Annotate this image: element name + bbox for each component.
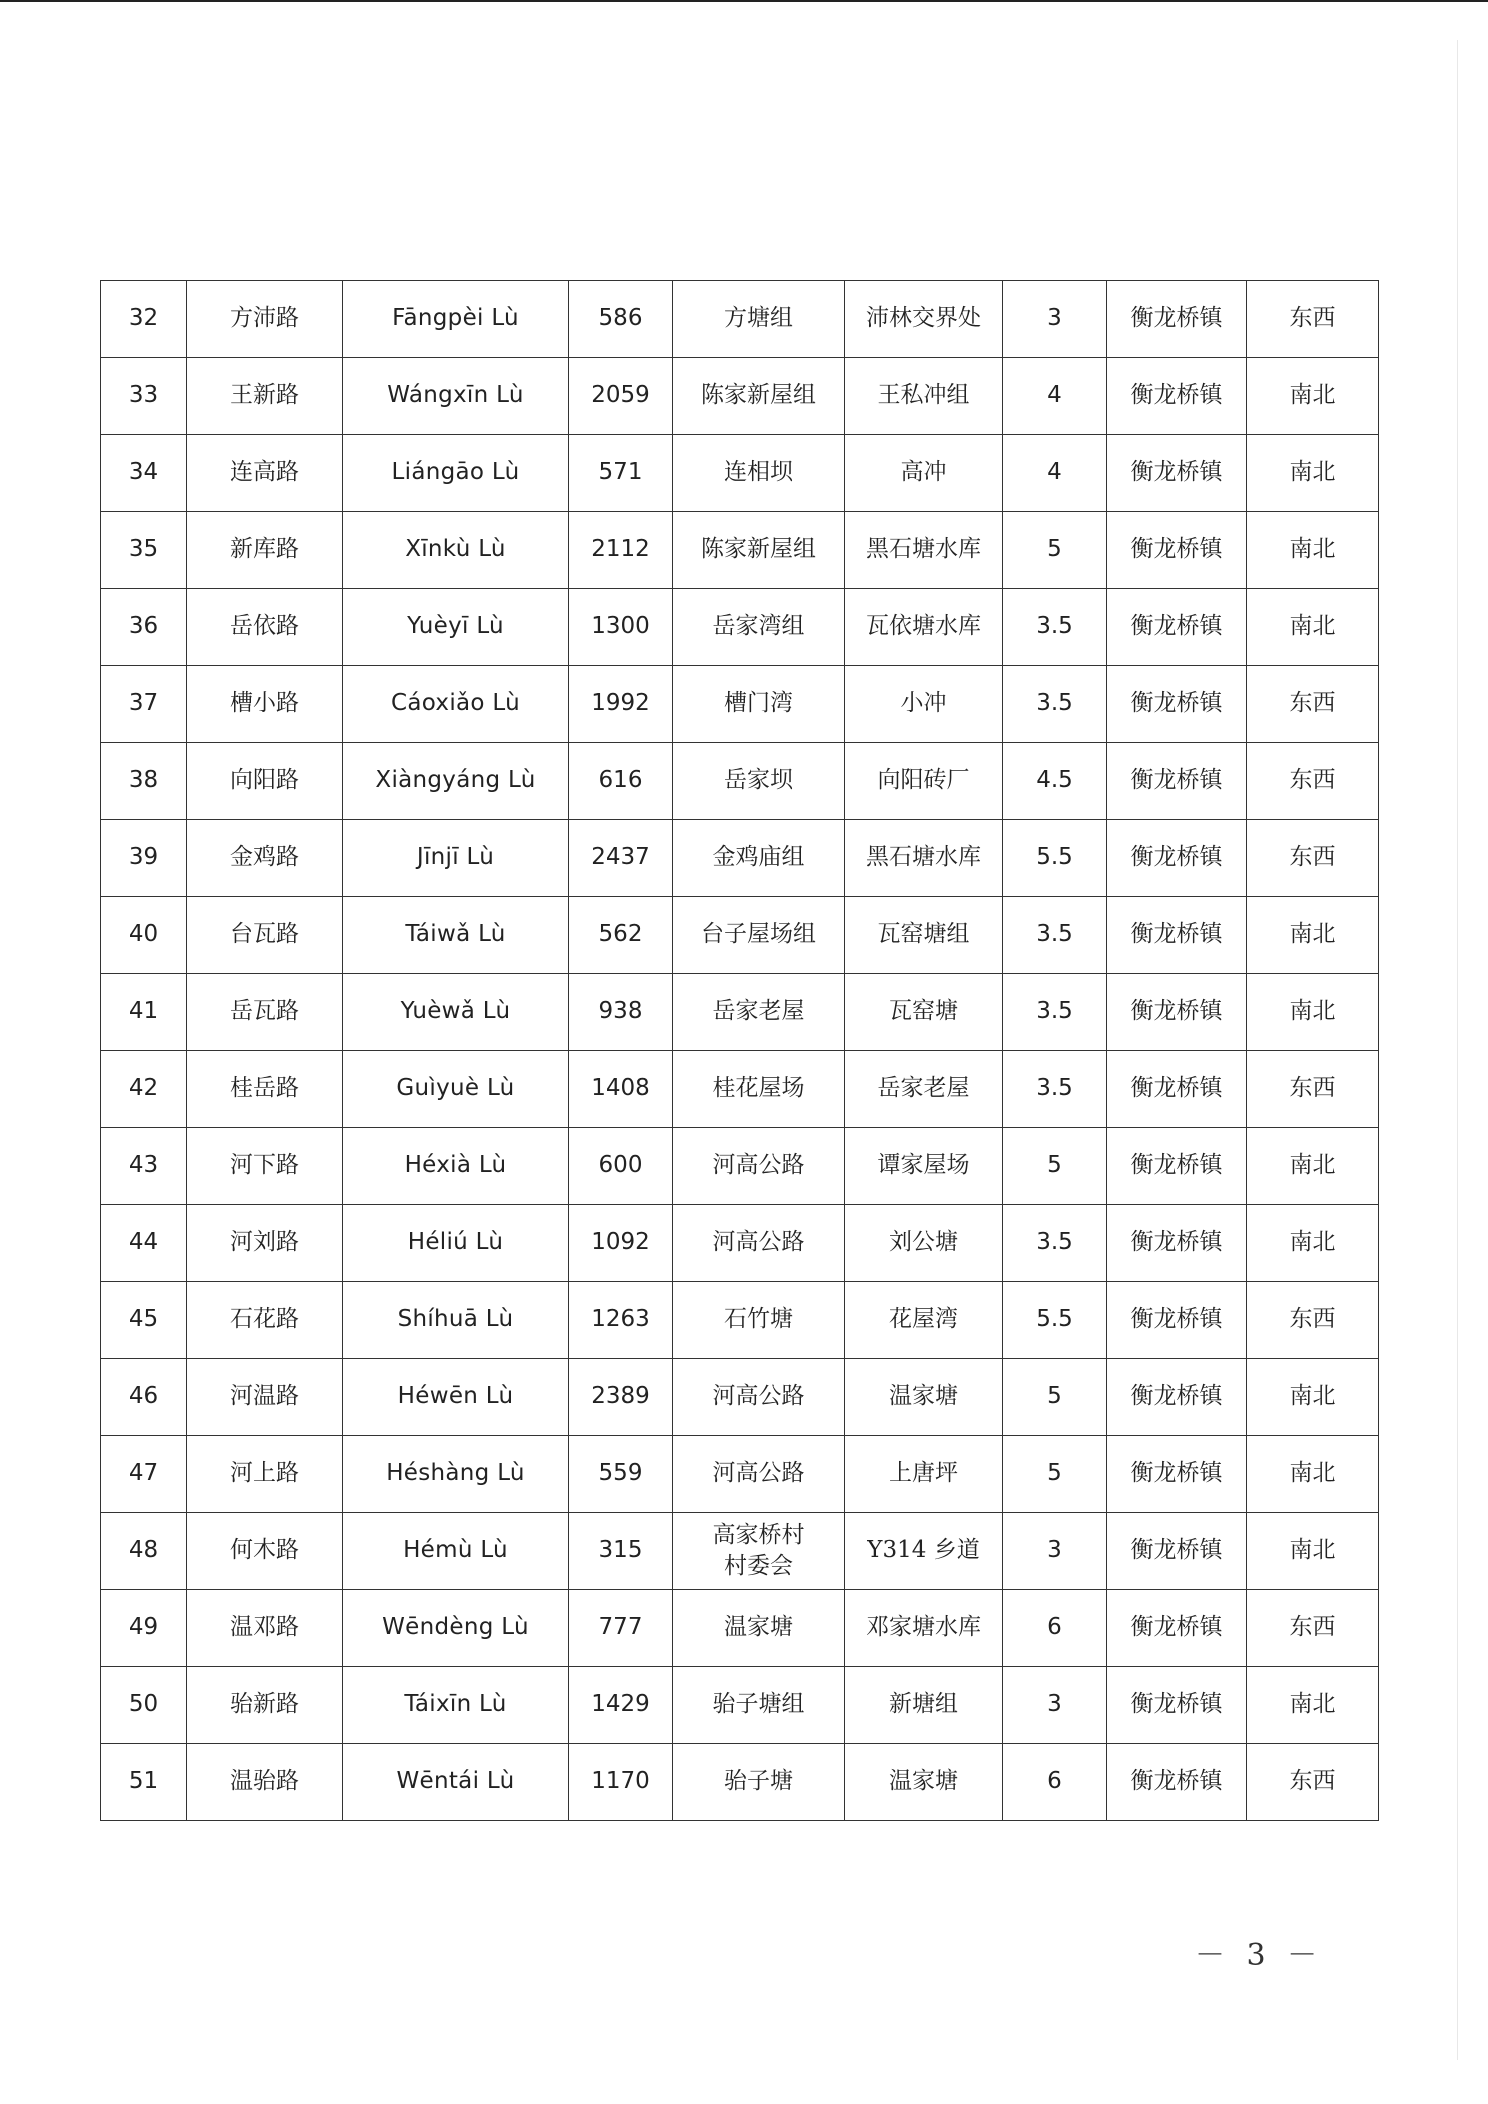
start-point-cell: 陈家新屋组 xyxy=(673,358,845,435)
direction-cell: 东西 xyxy=(1247,1051,1379,1128)
direction-cell: 东西 xyxy=(1247,666,1379,743)
town-cell: 衡龙桥镇 xyxy=(1107,1667,1247,1744)
road-width-cell: 3.5 xyxy=(1003,1205,1107,1282)
road-pinyin-cell: Hémù Lù xyxy=(343,1513,569,1590)
row-number-cell: 39 xyxy=(101,820,187,897)
direction-cell: 南北 xyxy=(1247,512,1379,589)
row-number-cell: 32 xyxy=(101,281,187,358)
end-point-cell: 瓦依塘水库 xyxy=(845,589,1003,666)
town-cell: 衡龙桥镇 xyxy=(1107,1436,1247,1513)
row-number-cell: 37 xyxy=(101,666,187,743)
direction-cell: 东西 xyxy=(1247,1744,1379,1821)
town-cell: 衡龙桥镇 xyxy=(1107,1282,1247,1359)
town-cell: 衡龙桥镇 xyxy=(1107,1744,1247,1821)
end-point-cell: 邓家塘水库 xyxy=(845,1590,1003,1667)
end-point-cell: 王私冲组 xyxy=(845,358,1003,435)
town-cell: 衡龙桥镇 xyxy=(1107,435,1247,512)
town-cell: 衡龙桥镇 xyxy=(1107,1359,1247,1436)
end-point-cell: 温家塘 xyxy=(845,1744,1003,1821)
road-width-cell: 6 xyxy=(1003,1744,1107,1821)
road-width-cell: 3.5 xyxy=(1003,666,1107,743)
end-point-cell: Y314 乡道 xyxy=(845,1513,1003,1590)
start-point-cell: 岳家湾组 xyxy=(673,589,845,666)
road-pinyin-cell: Jīnjī Lù xyxy=(343,820,569,897)
road-pinyin-cell: Fāngpèi Lù xyxy=(343,281,569,358)
road-name-cell: 骀新路 xyxy=(187,1667,343,1744)
road-length-cell: 1408 xyxy=(569,1051,673,1128)
row-number-cell: 49 xyxy=(101,1590,187,1667)
road-length-cell: 1263 xyxy=(569,1282,673,1359)
table-row xyxy=(101,1667,1379,1744)
road-pinyin-cell: Wēndèng Lù xyxy=(343,1590,569,1667)
road-pinyin-cell: Xiàngyáng Lù xyxy=(343,743,569,820)
end-point-cell: 瓦窑塘 xyxy=(845,974,1003,1051)
town-cell: 衡龙桥镇 xyxy=(1107,1513,1247,1590)
town-cell: 衡龙桥镇 xyxy=(1107,358,1247,435)
road-width-cell: 5 xyxy=(1003,512,1107,589)
town-cell: 衡龙桥镇 xyxy=(1107,1205,1247,1282)
road-pinyin-cell: Yuèwǎ Lù xyxy=(343,974,569,1051)
road-length-cell: 562 xyxy=(569,897,673,974)
road-width-cell: 3.5 xyxy=(1003,897,1107,974)
row-number-cell: 38 xyxy=(101,743,187,820)
end-point-cell: 刘公塘 xyxy=(845,1205,1003,1282)
start-point-cell: 连相坝 xyxy=(673,435,845,512)
table-row xyxy=(101,1282,1379,1359)
road-length-cell: 571 xyxy=(569,435,673,512)
table-row xyxy=(101,512,1379,589)
start-point-cell: 高家桥村 村委会 xyxy=(673,1513,845,1590)
road-name-cell: 河上路 xyxy=(187,1436,343,1513)
road-width-cell: 3 xyxy=(1003,281,1107,358)
road-name-cell: 新库路 xyxy=(187,512,343,589)
direction-cell: 南北 xyxy=(1247,1436,1379,1513)
row-number-cell: 47 xyxy=(101,1436,187,1513)
road-pinyin-cell: Héwēn Lù xyxy=(343,1359,569,1436)
road-table-body xyxy=(101,281,1379,1821)
town-cell: 衡龙桥镇 xyxy=(1107,1051,1247,1128)
direction-cell: 南北 xyxy=(1247,1667,1379,1744)
road-width-cell: 5 xyxy=(1003,1359,1107,1436)
end-point-cell: 温家塘 xyxy=(845,1359,1003,1436)
road-name-cell: 王新路 xyxy=(187,358,343,435)
direction-cell: 南北 xyxy=(1247,897,1379,974)
table-row xyxy=(101,743,1379,820)
end-point-cell: 小冲 xyxy=(845,666,1003,743)
road-pinyin-cell: Cáoxiǎo Lù xyxy=(343,666,569,743)
start-point-cell: 骀子塘 xyxy=(673,1744,845,1821)
road-length-cell: 315 xyxy=(569,1513,673,1590)
table-row xyxy=(101,1128,1379,1205)
town-cell: 衡龙桥镇 xyxy=(1107,897,1247,974)
start-point-cell: 台子屋场组 xyxy=(673,897,845,974)
town-cell: 衡龙桥镇 xyxy=(1107,1590,1247,1667)
town-cell: 衡龙桥镇 xyxy=(1107,1128,1247,1205)
road-pinyin-cell: Xīnkù Lù xyxy=(343,512,569,589)
town-cell: 衡龙桥镇 xyxy=(1107,512,1247,589)
row-number-cell: 45 xyxy=(101,1282,187,1359)
direction-cell: 南北 xyxy=(1247,589,1379,666)
row-number-cell: 43 xyxy=(101,1128,187,1205)
table-row xyxy=(101,1513,1379,1590)
road-pinyin-cell: Wángxīn Lù xyxy=(343,358,569,435)
end-point-cell: 向阳砖厂 xyxy=(845,743,1003,820)
end-point-cell: 黑石塘水库 xyxy=(845,820,1003,897)
road-width-cell: 5.5 xyxy=(1003,820,1107,897)
start-point-cell: 槽门湾 xyxy=(673,666,845,743)
road-width-cell: 4.5 xyxy=(1003,743,1107,820)
direction-cell: 南北 xyxy=(1247,1513,1379,1590)
road-pinyin-cell: Táiwǎ Lù xyxy=(343,897,569,974)
road-width-cell: 3.5 xyxy=(1003,974,1107,1051)
road-name-cell: 桂岳路 xyxy=(187,1051,343,1128)
table-row xyxy=(101,1051,1379,1128)
row-number-cell: 41 xyxy=(101,974,187,1051)
start-point-cell: 河高公路 xyxy=(673,1436,845,1513)
road-length-cell: 938 xyxy=(569,974,673,1051)
table-row xyxy=(101,1205,1379,1282)
row-number-cell: 46 xyxy=(101,1359,187,1436)
end-point-cell: 新塘组 xyxy=(845,1667,1003,1744)
road-length-cell: 1992 xyxy=(569,666,673,743)
road-width-cell: 3 xyxy=(1003,1667,1107,1744)
table-row xyxy=(101,666,1379,743)
start-point-cell: 方塘组 xyxy=(673,281,845,358)
start-point-cell: 岳家老屋 xyxy=(673,974,845,1051)
road-width-cell: 5 xyxy=(1003,1436,1107,1513)
table-row xyxy=(101,1436,1379,1513)
start-point-cell: 金鸡庙组 xyxy=(673,820,845,897)
direction-cell: 东西 xyxy=(1247,1282,1379,1359)
road-name-cell: 槽小路 xyxy=(187,666,343,743)
town-cell: 衡龙桥镇 xyxy=(1107,743,1247,820)
row-number-cell: 40 xyxy=(101,897,187,974)
road-table-container xyxy=(100,280,1378,1821)
road-pinyin-cell: Héxià Lù xyxy=(343,1128,569,1205)
start-point-cell: 桂花屋场 xyxy=(673,1051,845,1128)
start-point-cell: 河高公路 xyxy=(673,1205,845,1282)
end-point-cell: 沛林交界处 xyxy=(845,281,1003,358)
road-length-cell: 600 xyxy=(569,1128,673,1205)
table-row xyxy=(101,281,1379,358)
road-width-cell: 3 xyxy=(1003,1513,1107,1590)
road-name-cell: 连高路 xyxy=(187,435,343,512)
road-width-cell: 6 xyxy=(1003,1590,1107,1667)
road-pinyin-cell: Héshàng Lù xyxy=(343,1436,569,1513)
road-name-cell: 温骀路 xyxy=(187,1744,343,1821)
town-cell: 衡龙桥镇 xyxy=(1107,974,1247,1051)
row-number-cell: 48 xyxy=(101,1513,187,1590)
row-number-cell: 34 xyxy=(101,435,187,512)
end-point-cell: 高冲 xyxy=(845,435,1003,512)
road-width-cell: 3.5 xyxy=(1003,1051,1107,1128)
table-row xyxy=(101,435,1379,512)
road-names-table xyxy=(100,280,1379,1821)
road-length-cell: 2389 xyxy=(569,1359,673,1436)
end-point-cell: 黑石塘水库 xyxy=(845,512,1003,589)
road-width-cell: 4 xyxy=(1003,358,1107,435)
start-point-cell: 河高公路 xyxy=(673,1128,845,1205)
town-cell: 衡龙桥镇 xyxy=(1107,820,1247,897)
table-row xyxy=(101,358,1379,435)
road-length-cell: 586 xyxy=(569,281,673,358)
direction-cell: 南北 xyxy=(1247,435,1379,512)
road-name-cell: 岳依路 xyxy=(187,589,343,666)
table-row xyxy=(101,974,1379,1051)
direction-cell: 南北 xyxy=(1247,1359,1379,1436)
row-number-cell: 36 xyxy=(101,589,187,666)
road-width-cell: 3.5 xyxy=(1003,589,1107,666)
road-pinyin-cell: Héliú Lù xyxy=(343,1205,569,1282)
road-length-cell: 1429 xyxy=(569,1667,673,1744)
town-cell: 衡龙桥镇 xyxy=(1107,666,1247,743)
road-length-cell: 1092 xyxy=(569,1205,673,1282)
table-row xyxy=(101,1590,1379,1667)
road-name-cell: 岳瓦路 xyxy=(187,974,343,1051)
road-width-cell: 5.5 xyxy=(1003,1282,1107,1359)
start-point-cell: 石竹塘 xyxy=(673,1282,845,1359)
start-point-cell: 陈家新屋组 xyxy=(673,512,845,589)
road-length-cell: 1300 xyxy=(569,589,673,666)
table-row xyxy=(101,820,1379,897)
town-cell: 衡龙桥镇 xyxy=(1107,589,1247,666)
table-row xyxy=(101,897,1379,974)
road-name-cell: 河温路 xyxy=(187,1359,343,1436)
road-width-cell: 4 xyxy=(1003,435,1107,512)
road-pinyin-cell: Shíhuā Lù xyxy=(343,1282,569,1359)
road-width-cell: 5 xyxy=(1003,1128,1107,1205)
road-name-cell: 河下路 xyxy=(187,1128,343,1205)
road-length-cell: 2437 xyxy=(569,820,673,897)
direction-cell: 东西 xyxy=(1247,743,1379,820)
direction-cell: 南北 xyxy=(1247,1128,1379,1205)
road-name-cell: 何木路 xyxy=(187,1513,343,1590)
row-number-cell: 33 xyxy=(101,358,187,435)
end-point-cell: 谭家屋场 xyxy=(845,1128,1003,1205)
road-length-cell: 2112 xyxy=(569,512,673,589)
road-length-cell: 2059 xyxy=(569,358,673,435)
end-point-cell: 上唐坪 xyxy=(845,1436,1003,1513)
road-name-cell: 温邓路 xyxy=(187,1590,343,1667)
row-number-cell: 44 xyxy=(101,1205,187,1282)
road-pinyin-cell: Guìyuè Lù xyxy=(343,1051,569,1128)
row-number-cell: 35 xyxy=(101,512,187,589)
road-pinyin-cell: Yuèyī Lù xyxy=(343,589,569,666)
direction-cell: 东西 xyxy=(1247,281,1379,358)
table-row xyxy=(101,1359,1379,1436)
table-row xyxy=(101,589,1379,666)
page-right-edge xyxy=(1457,40,1458,2060)
row-number-cell: 50 xyxy=(101,1667,187,1744)
road-name-cell: 方沛路 xyxy=(187,281,343,358)
road-name-cell: 河刘路 xyxy=(187,1205,343,1282)
row-number-cell: 42 xyxy=(101,1051,187,1128)
road-pinyin-cell: Liángāo Lù xyxy=(343,435,569,512)
road-length-cell: 559 xyxy=(569,1436,673,1513)
road-length-cell: 777 xyxy=(569,1590,673,1667)
direction-cell: 东西 xyxy=(1247,1590,1379,1667)
road-length-cell: 616 xyxy=(569,743,673,820)
road-pinyin-cell: Táixīn Lù xyxy=(343,1667,569,1744)
page-top-border xyxy=(0,0,1488,2)
direction-cell: 南北 xyxy=(1247,1205,1379,1282)
road-name-cell: 向阳路 xyxy=(187,743,343,820)
table-row xyxy=(101,1744,1379,1821)
start-point-cell: 河高公路 xyxy=(673,1359,845,1436)
start-point-cell: 骀子塘组 xyxy=(673,1667,845,1744)
road-length-cell: 1170 xyxy=(569,1744,673,1821)
end-point-cell: 瓦窑塘组 xyxy=(845,897,1003,974)
row-number-cell: 51 xyxy=(101,1744,187,1821)
start-point-cell: 岳家坝 xyxy=(673,743,845,820)
road-name-cell: 金鸡路 xyxy=(187,820,343,897)
direction-cell: 东西 xyxy=(1247,820,1379,897)
direction-cell: 南北 xyxy=(1247,358,1379,435)
end-point-cell: 岳家老屋 xyxy=(845,1051,1003,1128)
road-name-cell: 台瓦路 xyxy=(187,897,343,974)
direction-cell: 南北 xyxy=(1247,974,1379,1051)
end-point-cell: 花屋湾 xyxy=(845,1282,1003,1359)
page-number: － 3 － xyxy=(1195,1938,1324,1973)
start-point-cell: 温家塘 xyxy=(673,1590,845,1667)
town-cell: 衡龙桥镇 xyxy=(1107,281,1247,358)
road-pinyin-cell: Wēntái Lù xyxy=(343,1744,569,1821)
road-name-cell: 石花路 xyxy=(187,1282,343,1359)
